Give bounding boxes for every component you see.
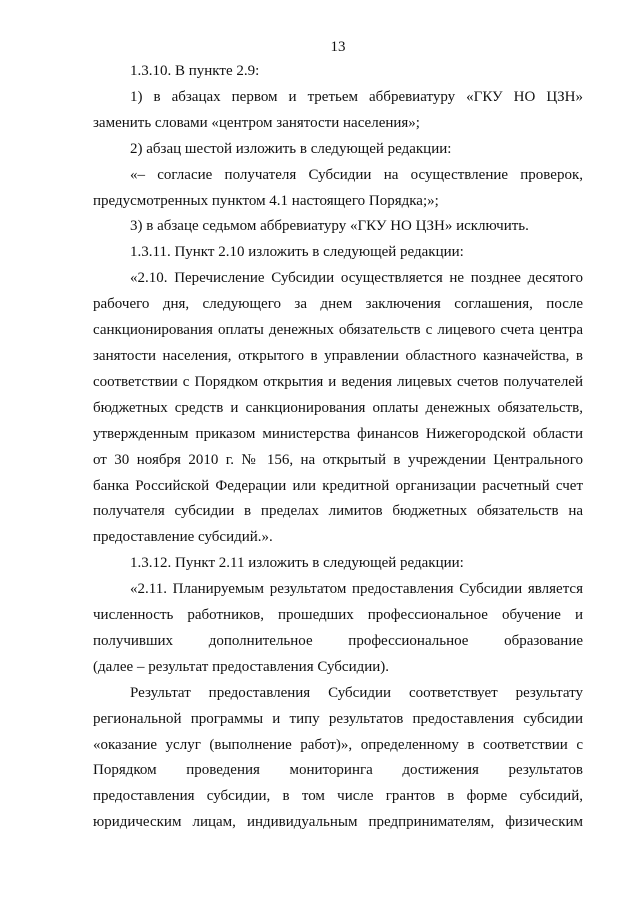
text-line: предусмотренных пунктом 4.1 настоящего Порядка;»; [93, 192, 439, 209]
text-line: 2) абзац шестой изложить в следующей редакции: [130, 140, 452, 157]
text-line: Порядком проведения мониторинга достижения результатов [93, 762, 583, 779]
text-line: рабочего дня, следующего за днем заключения соглашения, после [93, 296, 583, 313]
page-number: 13 [330, 39, 346, 55]
text-line: 1.3.10. В пункте 2.9: [130, 63, 260, 79]
text-line: предоставление субсидий.». [93, 529, 273, 546]
text-line: санкционирования оплаты денежных обязательств с лицевого счета центра [93, 322, 583, 339]
text-line: численность работников, прошедших профессиональное обучение и [93, 607, 583, 624]
subclause-3-paragraph [93, 214, 583, 240]
text-line: от 30 ноября 2010 г. № 156, на открытый в учреждении Центрального [93, 451, 583, 468]
clause-1-3-12-heading [93, 551, 583, 577]
text-line: получивших дополнительное профессиональное образование [93, 632, 583, 649]
text-line: (далее – результат предоставления Субсидии). [93, 658, 390, 675]
text-line: Результат предоставления Субсидии соответствует результату [130, 684, 583, 701]
subclause-1-paragraph [93, 85, 583, 137]
document-body [93, 59, 583, 836]
text-line: 3) в абзаце седьмом аббревиатуру «ГКУ НО ЦЗН» исключить. [130, 218, 529, 235]
text-line: региональной программы и типу результатов предоставления субсидии [93, 710, 583, 727]
text-line: «2.10. Перечисление Субсидии осуществляется не позднее десятого [130, 270, 583, 287]
quoted-paragraph-6-text [93, 163, 583, 215]
text-line: «оказание услуг (выполнение работ)», определенному в соответствии с [93, 736, 583, 753]
text-line: 1) в абзацах первом и третьем аббревиатуру «ГКУ НО ЦЗН» [130, 88, 583, 105]
text-line: утвержденным приказом министерства финансов Нижегородской области [93, 425, 583, 442]
text-line: предоставления субсидии, в том числе грантов в форме субсидий, [93, 788, 583, 805]
text-line: «– согласие получателя Субсидии на осуществление проверок, [130, 166, 583, 183]
subclause-2-paragraph [93, 137, 583, 163]
quoted-clause-2-11-text [93, 577, 583, 681]
text-line: 1.3.11. Пункт 2.10 изложить в следующей редакции: [130, 244, 464, 261]
text-line: 1.3.12. Пункт 2.11 изложить в следующей редакции: [130, 555, 464, 572]
text-line: банка Российской Федерации или кредитной организации расчетный счет [93, 477, 583, 494]
text-line: занятости населения, открытого в управлении областного казначейства, в [93, 347, 583, 364]
text-line: соответствии с Порядком открытия и ведения лицевых счетов получателей [93, 373, 583, 390]
quoted-clause-2-10-text [93, 266, 583, 551]
clause-1-3-10-heading [93, 59, 583, 85]
clause-1-3-11-heading [93, 240, 583, 266]
text-line: «2.11. Планируемым результатом предоставления Субсидии является [130, 581, 583, 598]
text-line: получателя субсидии в пределах лимитов бюджетных обязательств на [93, 503, 583, 520]
text-line: заменить словами «центром занятости населения»; [93, 114, 420, 131]
text-line: бюджетных средств и санкционирования оплаты денежных обязательств, [93, 399, 583, 416]
result-correspondence-paragraph [93, 681, 583, 836]
text-line: юридическим лицам, индивидуальным предпринимателям, физическим [93, 814, 583, 831]
